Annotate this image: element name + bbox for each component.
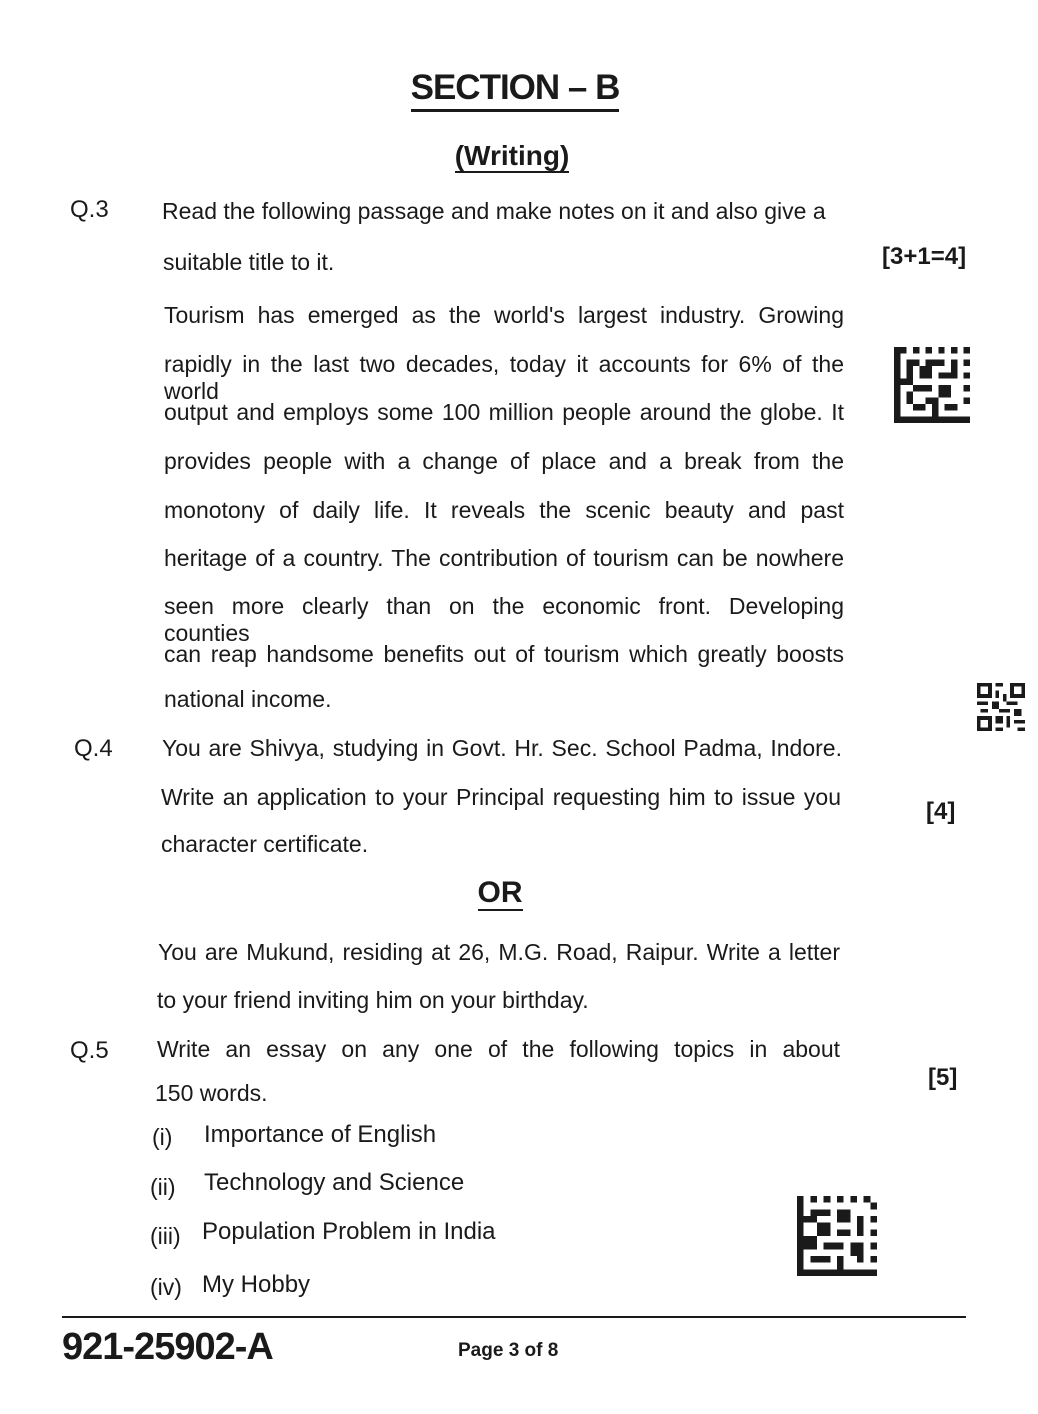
page-number: Page 3 of 8 (458, 1340, 559, 1361)
option-number: (iii) (150, 1223, 181, 1249)
q3-prompt-line: suitable title to it. (163, 249, 335, 275)
q4-marks: [4] (926, 798, 956, 825)
q3-passage-line: provides people with a change of place and a break from the (164, 448, 844, 474)
option-text: My Hobby (202, 1271, 311, 1298)
qr-code-icon (976, 683, 1026, 731)
or-divider: OR (477, 876, 523, 909)
section-subtitle: (Writing) (454, 140, 570, 171)
q3-passage-line: can reap handsome benefits out of tourism which greatly boosts (164, 641, 844, 667)
q5-line: Write an essay on any one of the following topics in about (157, 1036, 840, 1062)
q4-line: character certificate. (161, 831, 369, 857)
q3-passage-line: national income. (164, 686, 332, 712)
question-number-q3: Q.3 (70, 196, 109, 223)
q4-line: Write an application to your Principal requesting him to issue you (161, 784, 841, 810)
option-text: Importance of English (204, 1121, 437, 1148)
question-number-q4: Q.4 (74, 735, 113, 762)
option-number: (iv) (150, 1274, 182, 1300)
section-title: SECTION – B (0, 68, 1030, 108)
q5-marks: [5] (928, 1064, 958, 1091)
q4-alt-line: You are Mukund, residing at 26, M.G. Road, Raipur. Write a letter (158, 939, 840, 965)
q3-passage-line: Tourism has emerged as the world's largest industry. Growing (164, 302, 844, 328)
q3-passage-line: output and employs some 100 million people around the globe. It (164, 399, 844, 425)
datamatrix-code-icon (894, 346, 970, 424)
option-text: Population Problem in India (202, 1218, 496, 1245)
q3-passage-line: monotony of daily life. It reveals the scenic beauty and past (164, 497, 844, 523)
q5-line: 150 words. (155, 1080, 268, 1106)
option-number: (ii) (150, 1174, 176, 1200)
question-number-q5: Q.5 (70, 1037, 109, 1064)
q3-passage-line: heritage of a country. The contribution of tourism can be nowhere (164, 545, 844, 571)
footer-rule (62, 1316, 966, 1318)
datamatrix-code-icon (797, 1193, 877, 1279)
q4-line: You are Shivya, studying in Govt. Hr. Sec. School Padma, Indore. (162, 735, 842, 761)
q3-passage-line: seen more clearly than on the economic front. Developing counties (164, 593, 844, 646)
q4-alt-line: to your friend inviting him on your birthday. (157, 987, 589, 1013)
paper-code: 921-25902-A (62, 1326, 273, 1368)
q3-prompt-line: Read the following passage and make notes on it and also give a (162, 198, 826, 224)
q3-marks: [3+1=4] (882, 243, 967, 270)
q3-passage-line: rapidly in the last two decades, today it accounts for 6% of the world (164, 351, 844, 404)
option-text: Technology and Science (204, 1169, 465, 1196)
option-number: (i) (152, 1124, 173, 1150)
